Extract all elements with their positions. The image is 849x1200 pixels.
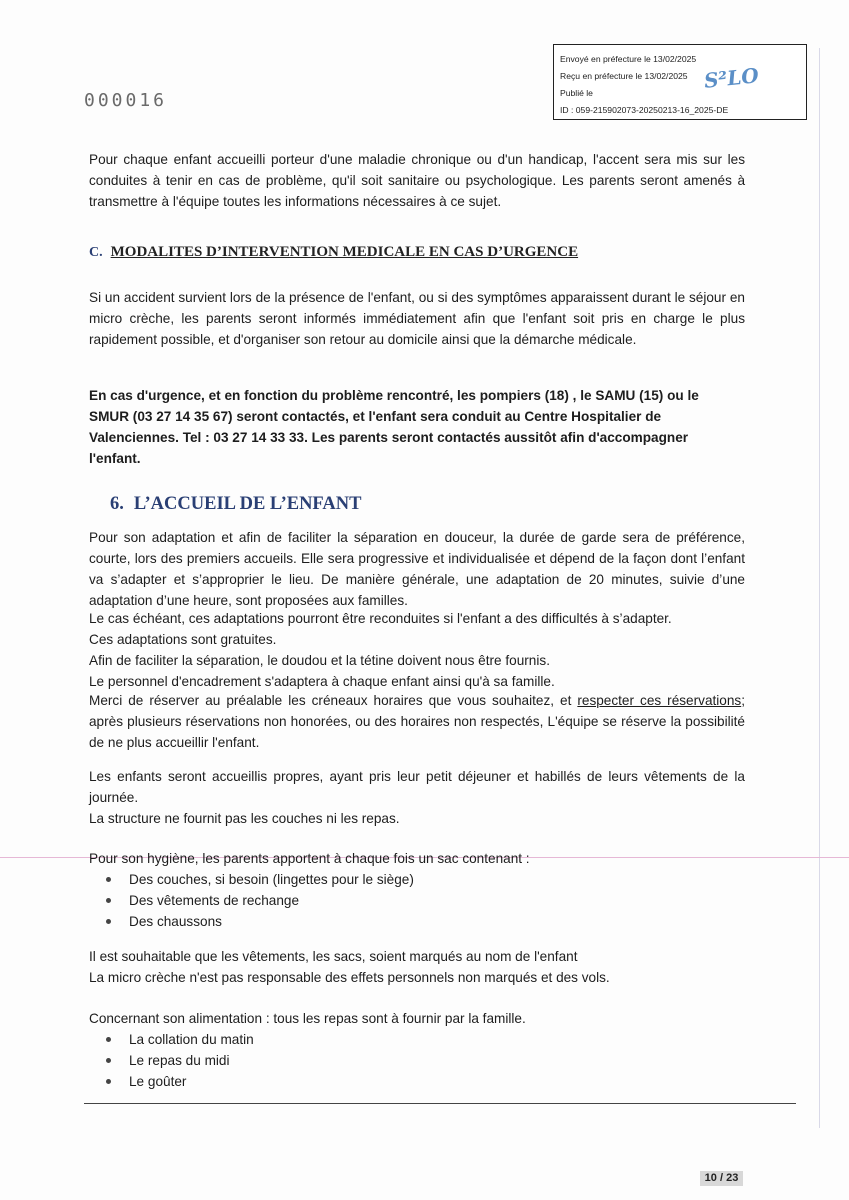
section-6-heading [110, 494, 361, 515]
emergency-line: SMUR (03 27 14 35 67) seront contactés, et l'enfant sera conduit au Centre Hospitalier de [89, 409, 662, 424]
hygiene-intro: Pour son hygiène, les parents apportent à chaque fois un sac contenant : [89, 851, 530, 866]
prefecture-stamp [553, 44, 807, 120]
marked-line-1: Il est souhaitable que les vêtements, les sacs, soient marqués au nom de l'enfant [89, 949, 578, 964]
reservation-underlined: respecter ces réservations [577, 693, 742, 708]
urgence-paragraph: Si un accident survient lors de la présence de l'enfant, ou si des symptômes apparaissent durant le séjour en micro crèche, les parents seront informés immédiatement afin que l'enfant soit pris en charge le plus rapidement possible, et d'organiser son retour au domicile ainsi que la démarche médicale. [89, 290, 745, 347]
reservation-text: Merci de réserver au préalable les créneaux horaires que vous souhaitez, et [89, 693, 572, 708]
section-number: 6. [110, 494, 124, 514]
list-item: Le goûter [106, 1071, 254, 1092]
list-item: Des vêtements de rechange [106, 890, 414, 911]
list-item: Le repas du midi [106, 1050, 254, 1071]
text-line: Le cas échéant, ces adaptations pourront être reconduites si l'enfant a des difficultés à s’adapter. [89, 611, 672, 626]
margin-line [819, 48, 820, 1128]
text-line: Le personnel d'encadrement s'adaptera à chaque enfant ainsi qu'à sa famille. [89, 674, 555, 689]
page-number: 000016 [84, 90, 168, 111]
emergency-line: Valenciennes. Tel : 03 27 14 33 33. Les parents seront contactés aussitôt afin d'accompagner [89, 430, 689, 445]
emergency-line: En cas d'urgence, et en fonction du problème rencontré, les pompiers (18) , le SAMU (15) ou le [89, 388, 699, 403]
stamp-sent: Envoyé en préfecture le 13/02/2025 [560, 54, 697, 64]
marked-line-2: La micro crèche n'est pas responsable des effets personnels non marqués et des vols. [89, 970, 610, 985]
section-c-heading [89, 244, 578, 261]
footer-rule [84, 1103, 796, 1104]
clean-paragraph: Les enfants seront accueillis propres, ayant pris leur petit déjeuner et habillés de leurs vêtements de la journée. [89, 769, 745, 805]
text-line: Afin de faciliter la séparation, le doudou et la tétine doivent nous être fournis. [89, 653, 550, 668]
list-item: La collation du matin [106, 1029, 254, 1050]
page-counter: 10 / 23 [700, 1171, 743, 1186]
list-item: Des couches, si besoin (lingettes pour le siège) [106, 869, 414, 890]
section-letter: C. [89, 245, 103, 260]
section-title: L’ACCUEIL DE L’ENFANT [133, 494, 362, 514]
adaptation-lines [89, 608, 745, 692]
food-list [106, 1029, 254, 1092]
no-diapers-line: La structure ne fournit pas les couches ni les repas. [89, 811, 400, 826]
section-title: MODALITES D’INTERVENTION MEDICALE EN CAS D’URGENCE [110, 244, 579, 260]
s2lo-logo: S²LO [702, 63, 760, 93]
intro-paragraph: Pour chaque enfant accueilli porteur d'une maladie chronique ou d'un handicap, l'accent sera mis sur les conduites à tenir en cas de problème, qu'il soit sanitaire ou psychologique. Les parents seront amenés à transmettre à l'équipe toutes les informations nécessaires à ce sujet. [89, 152, 745, 209]
stamp-id: ID : 059-215902073-20250213-16_2025-DE [560, 105, 729, 115]
reservation-text-end: ; après plusieurs réservations non honorées, ou des horaires non respectés, L'équipe se réserve la possibilité de ne plus accueillir l'enfant. [89, 693, 745, 750]
emergency-contacts [89, 385, 745, 469]
food-intro: Concernant son alimentation : tous les repas sont à fournir par la famille. [89, 1011, 526, 1026]
reservation-paragraph [89, 690, 745, 753]
adaptation-paragraph: Pour son adaptation et afin de faciliter la séparation en douceur, la durée de garde sera de préférence, courte, lors des premiers accueils. Elle sera progressive et individualisée et dépend de la façon dont l’enfant va s’adapter et s’approprier le lieu. De manière générale, une adaptation de 20 minutes, suivie d’une adaptation d’une heure, sont proposées aux familles. [89, 530, 745, 608]
hygiene-list [106, 869, 414, 932]
stamp-received: Reçu en préfecture le 13/02/2025 [560, 71, 688, 81]
emergency-line: l'enfant. [89, 451, 141, 466]
text-line: Ces adaptations sont gratuites. [89, 632, 277, 647]
stamp-published: Publié le [560, 88, 593, 98]
list-item: Des chaussons [106, 911, 414, 932]
